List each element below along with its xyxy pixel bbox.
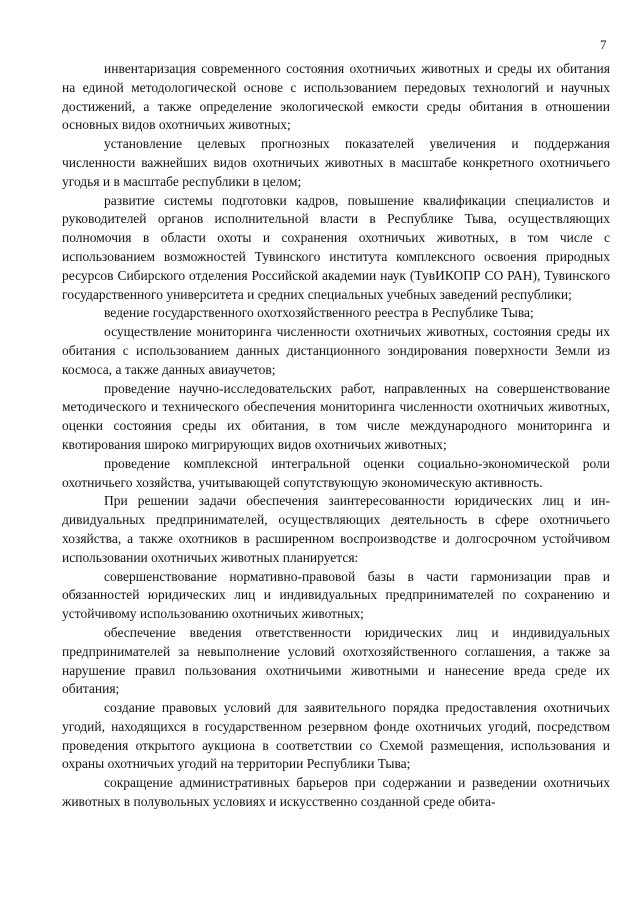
paragraph: развитие системы подготовки кадров, повышение квалификации специалистов и руководителей органов исполнительной власти в Республике Тыва, осуществляющих полномочия в области охоты и сохранения охотничьих животных, в том числе с использованием возможностей Тувинского института комплексного освоения природных ресурсов Сибирского отделения Российской академии наук (ТувИКОПР СО РАН), Тувинского государственного университета и средних специальных учебных заведений республики;: [62, 192, 610, 302]
paragraph: проведение комплексной интегральной оценки социально-экономической роли охотничьего хозяйства, учитывающей сопутствующую экономическую активность.: [62, 455, 610, 490]
paragraph: ведение государственного охотхозяйственного реестра в Республике Тыва;: [104, 305, 534, 321]
paragraph: проведение научно-исследовательских работ, направленных на совершенствование методического и технического обеспечения мониторинга численности охотничьих животных, оценки состояния среды их обитания, в том числе международного мониторинга и квотирования широко мигрирующих видов охотничьих животных;: [62, 380, 610, 452]
page-number: 7: [600, 37, 607, 52]
paragraph: создание правовых условий для заявительного порядка предоставления охотничьих угодий, находящихся в государственном резервном фонде охотничьих угодий, посредством проведения открытого аукциона в соответствии со Схемой размещения, использования и охраны охотничьих угодий на территории Республики Тыва;: [62, 700, 610, 772]
paragraph: осуществление мониторинга численности охотничьих животных, состояния среды их обитания с использованием данных дистанционного зондирования поверхности Земли из космоса, а также данных авиаучетов;: [62, 324, 610, 377]
paragraph: инвентаризация современного состояния охотничьих животных и среды их обитания на единой методологической основе с использованием передовых технологий и научных достижений, а также определение экологической емкости среды обитания в отношении основных видов охотничьих животных;: [62, 61, 610, 133]
paragraph: совершенствование нормативно-правовой базы в части гармонизации прав и обязанностей юридических лиц и индивидуальных предпринимателей по сохранению и устойчивому использованию охотничьих животных;: [62, 568, 610, 622]
paragraph: установление целевых прогнозных показателей увеличения и поддержания численности важнейших видов охотничьих животных в масштабе конкретного охотничьего угодья и в масштабе республики в целом;: [62, 136, 610, 189]
paragraph: При решении задачи обеспечения заинтересованности юридических лиц и индивидуальных предпринимателей, осуществляющих деятельность в сфере охотничьего хозяйства, а также охотников в расширенном воспроизводстве и долгосрочном устойчивом использовании охотничьих животных планируется:: [62, 493, 610, 565]
paragraph: сокращение административных барьеров при содержании и разведении охотничьих животных в полувольных условиях и искусственно созданной среде обита-: [62, 775, 610, 810]
paragraph: обеспечение введения ответственности юридических лиц и индивидуальных предпринимателей за невыполнение условий охотхозяйственного соглашения, а также за нарушение правил пользования охотничьими животными и нанесение вреда среде их обитания;: [62, 624, 610, 697]
document-body: [62, 60, 610, 812]
